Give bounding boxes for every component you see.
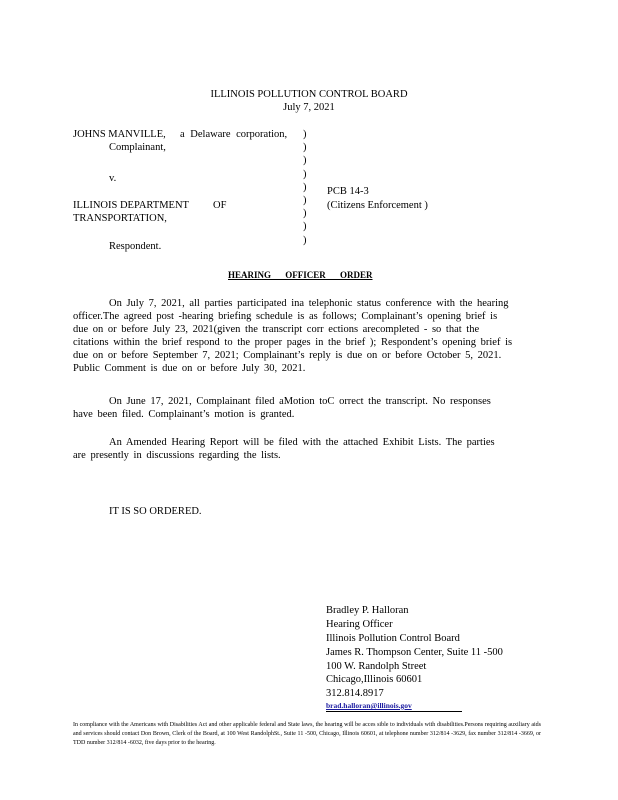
caption-paren: ) — [303, 129, 307, 140]
case-number: PCB 14-3 — [327, 186, 369, 197]
caption-paren: ) — [303, 194, 307, 206]
footer-divider — [326, 711, 462, 712]
paragraph-briefing-schedule — [73, 297, 541, 375]
respondent-name-line2: TRANSPORTATION, — [73, 213, 167, 224]
case-type: (Citizens Enforcement ) — [327, 200, 428, 211]
signature-city: Chicago,Illinois 60601 — [326, 674, 423, 685]
complainant-role: Complainant, — [109, 142, 166, 153]
paragraph-amended-report — [73, 436, 541, 462]
accessibility-footer: In compliance with the Americans with Disabilities Act and other applicable federal and State laws, the hearing will be acces sible to individuals with disabilities.Persons requiring auxiliary aids and services should contact Don Brown, Clerk of the Board, at 100 West RandolphSt., Suite 11 -500, Chicago, Illinois 60601, at telephone number 312/814 -3629, fax number 312/814 -3669, or TDD number 312/814 -6032, five days prior to the hearing. — [73, 722, 541, 746]
order-date: July 7, 2021 — [283, 102, 335, 113]
caption-paren: ) — [303, 234, 307, 246]
paragraph-line: officer.The agreed post -hearing briefing schedule is as follows; Complainant’s opening brief is — [73, 311, 498, 322]
complainant-name: JOHNS MANVILLE, — [73, 129, 166, 140]
paragraph-line: citations within the brief respond to the proper pages in the brief ); Respondent’s opening brief is — [73, 337, 513, 348]
respondent-name-of: OF — [213, 200, 227, 211]
signature-phone: 312.814.8917 — [326, 688, 384, 699]
caption-parentheses — [303, 128, 307, 247]
paragraph-line: An Amended Hearing Report will be filed with the attached Exhibit Lists. The parties — [109, 437, 495, 448]
complainant-description: a Delaware corporation, — [180, 129, 288, 140]
respondent-name-line1: ILLINOIS DEPARTMENT — [73, 200, 189, 211]
signature-email-link[interactable]: brad.halloran@illinois.gov — [326, 701, 412, 710]
respondent-role: Respondent. — [109, 241, 162, 252]
closing-order: IT IS SO ORDERED. — [109, 506, 202, 517]
paragraph-line: Public Comment is due on or before July 30, 2021. — [73, 363, 306, 374]
caption-paren: ) — [303, 155, 307, 167]
paragraph-line: On July 7, 2021, all parties participated ina telephonic status conference with the hearing — [109, 298, 509, 309]
order-title: HEARING OFFICER ORDER — [228, 270, 373, 280]
versus-label: v. — [109, 173, 117, 184]
signature-org: Illinois Pollution Control Board — [326, 633, 460, 644]
signature-address1: James R. Thompson Center, Suite 11 -500 — [326, 647, 503, 658]
caption-paren: ) — [303, 208, 307, 220]
paragraph-line: due on or before July 23, 2021(given the transcript corr ections arecompleted - so that the — [73, 324, 480, 335]
signature-name: Bradley P. Halloran — [326, 605, 409, 616]
board-name: ILLINOIS POLLUTION CONTROL BOARD — [210, 89, 408, 100]
caption-paren: ) — [303, 168, 307, 180]
caption-paren: ) — [303, 221, 307, 233]
signature-address2: 100 W. Randolph Street — [326, 661, 427, 672]
paragraph-line: On June 17, 2021, Complainant filed aMotion toC orrect the transcript. No responses — [109, 396, 491, 407]
paragraph-motion — [73, 395, 541, 421]
paragraph-line: due on or before September 7, 2021; Complainant’s reply is due on or before October 5, 2021. — [73, 350, 502, 361]
caption-paren: ) — [303, 142, 307, 154]
caption-paren: ) — [303, 181, 307, 193]
paragraph-line: have been filed. Complainant’s motion is granted. — [73, 409, 295, 420]
paragraph-line: are presently in discussions regarding the lists. — [73, 450, 281, 461]
signature-title: Hearing Officer — [326, 619, 393, 630]
